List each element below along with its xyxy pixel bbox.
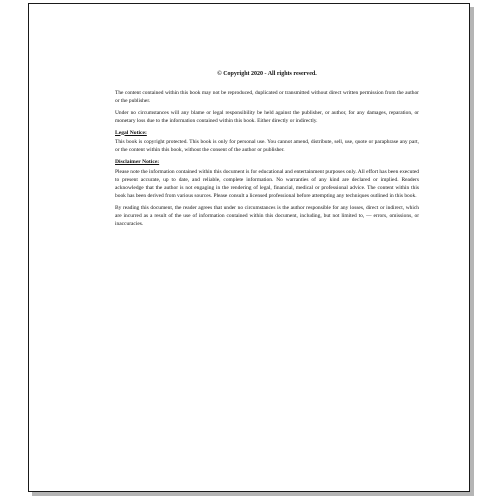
disclaimer-paragraph: Please note the information contained within this document is for educational and entertainment purposes only. All effort has been executed to present accurate, up to date, and reliable, complete information. No warranties of any kind are declared or implied. Readers acknowledge that the author is not engaging in the rendering of legal, financial, medical or professional advice. The content within this book has been derived from various sources. Please consult a licensed professional before attempting any techniques outlined in this book. (115, 169, 419, 199)
legal-notice-heading: Legal Notice: (115, 129, 147, 136)
copyright-title: © Copyright 2020 - All rights reserved. (217, 71, 317, 77)
legal-notice-paragraph: This book is copyright protected. This book is only for personal use. You cannot amend, distribute, sell, use, quote or paraphrase any part, or the content within this book, without the consent of the author or publisher. (115, 139, 419, 154)
disclaimer-paragraph: By reading this document, the reader agrees that under no circumstances is the author responsible for any losses, direct or indirect, which are incurred as a result of the use of information contained within this document, including, but not limited to, — errors, omissions, or inaccuracies. (115, 204, 419, 227)
disclaimer-notice-heading: Disclaimer Notice: (115, 159, 160, 166)
intro-paragraph: The content contained within this book may not be reproduced, duplicated or transmitted without direct written permission from the author or the publisher. (115, 89, 419, 104)
page-content (115, 71, 419, 233)
document-page (28, 3, 470, 492)
intro-paragraph: Under no circumstances will any blame or legal responsibility be held against the publisher, or author, for any damages, reparation, or monetary loss due to the information contained within this book. Either directly or indirectly. (115, 109, 419, 124)
